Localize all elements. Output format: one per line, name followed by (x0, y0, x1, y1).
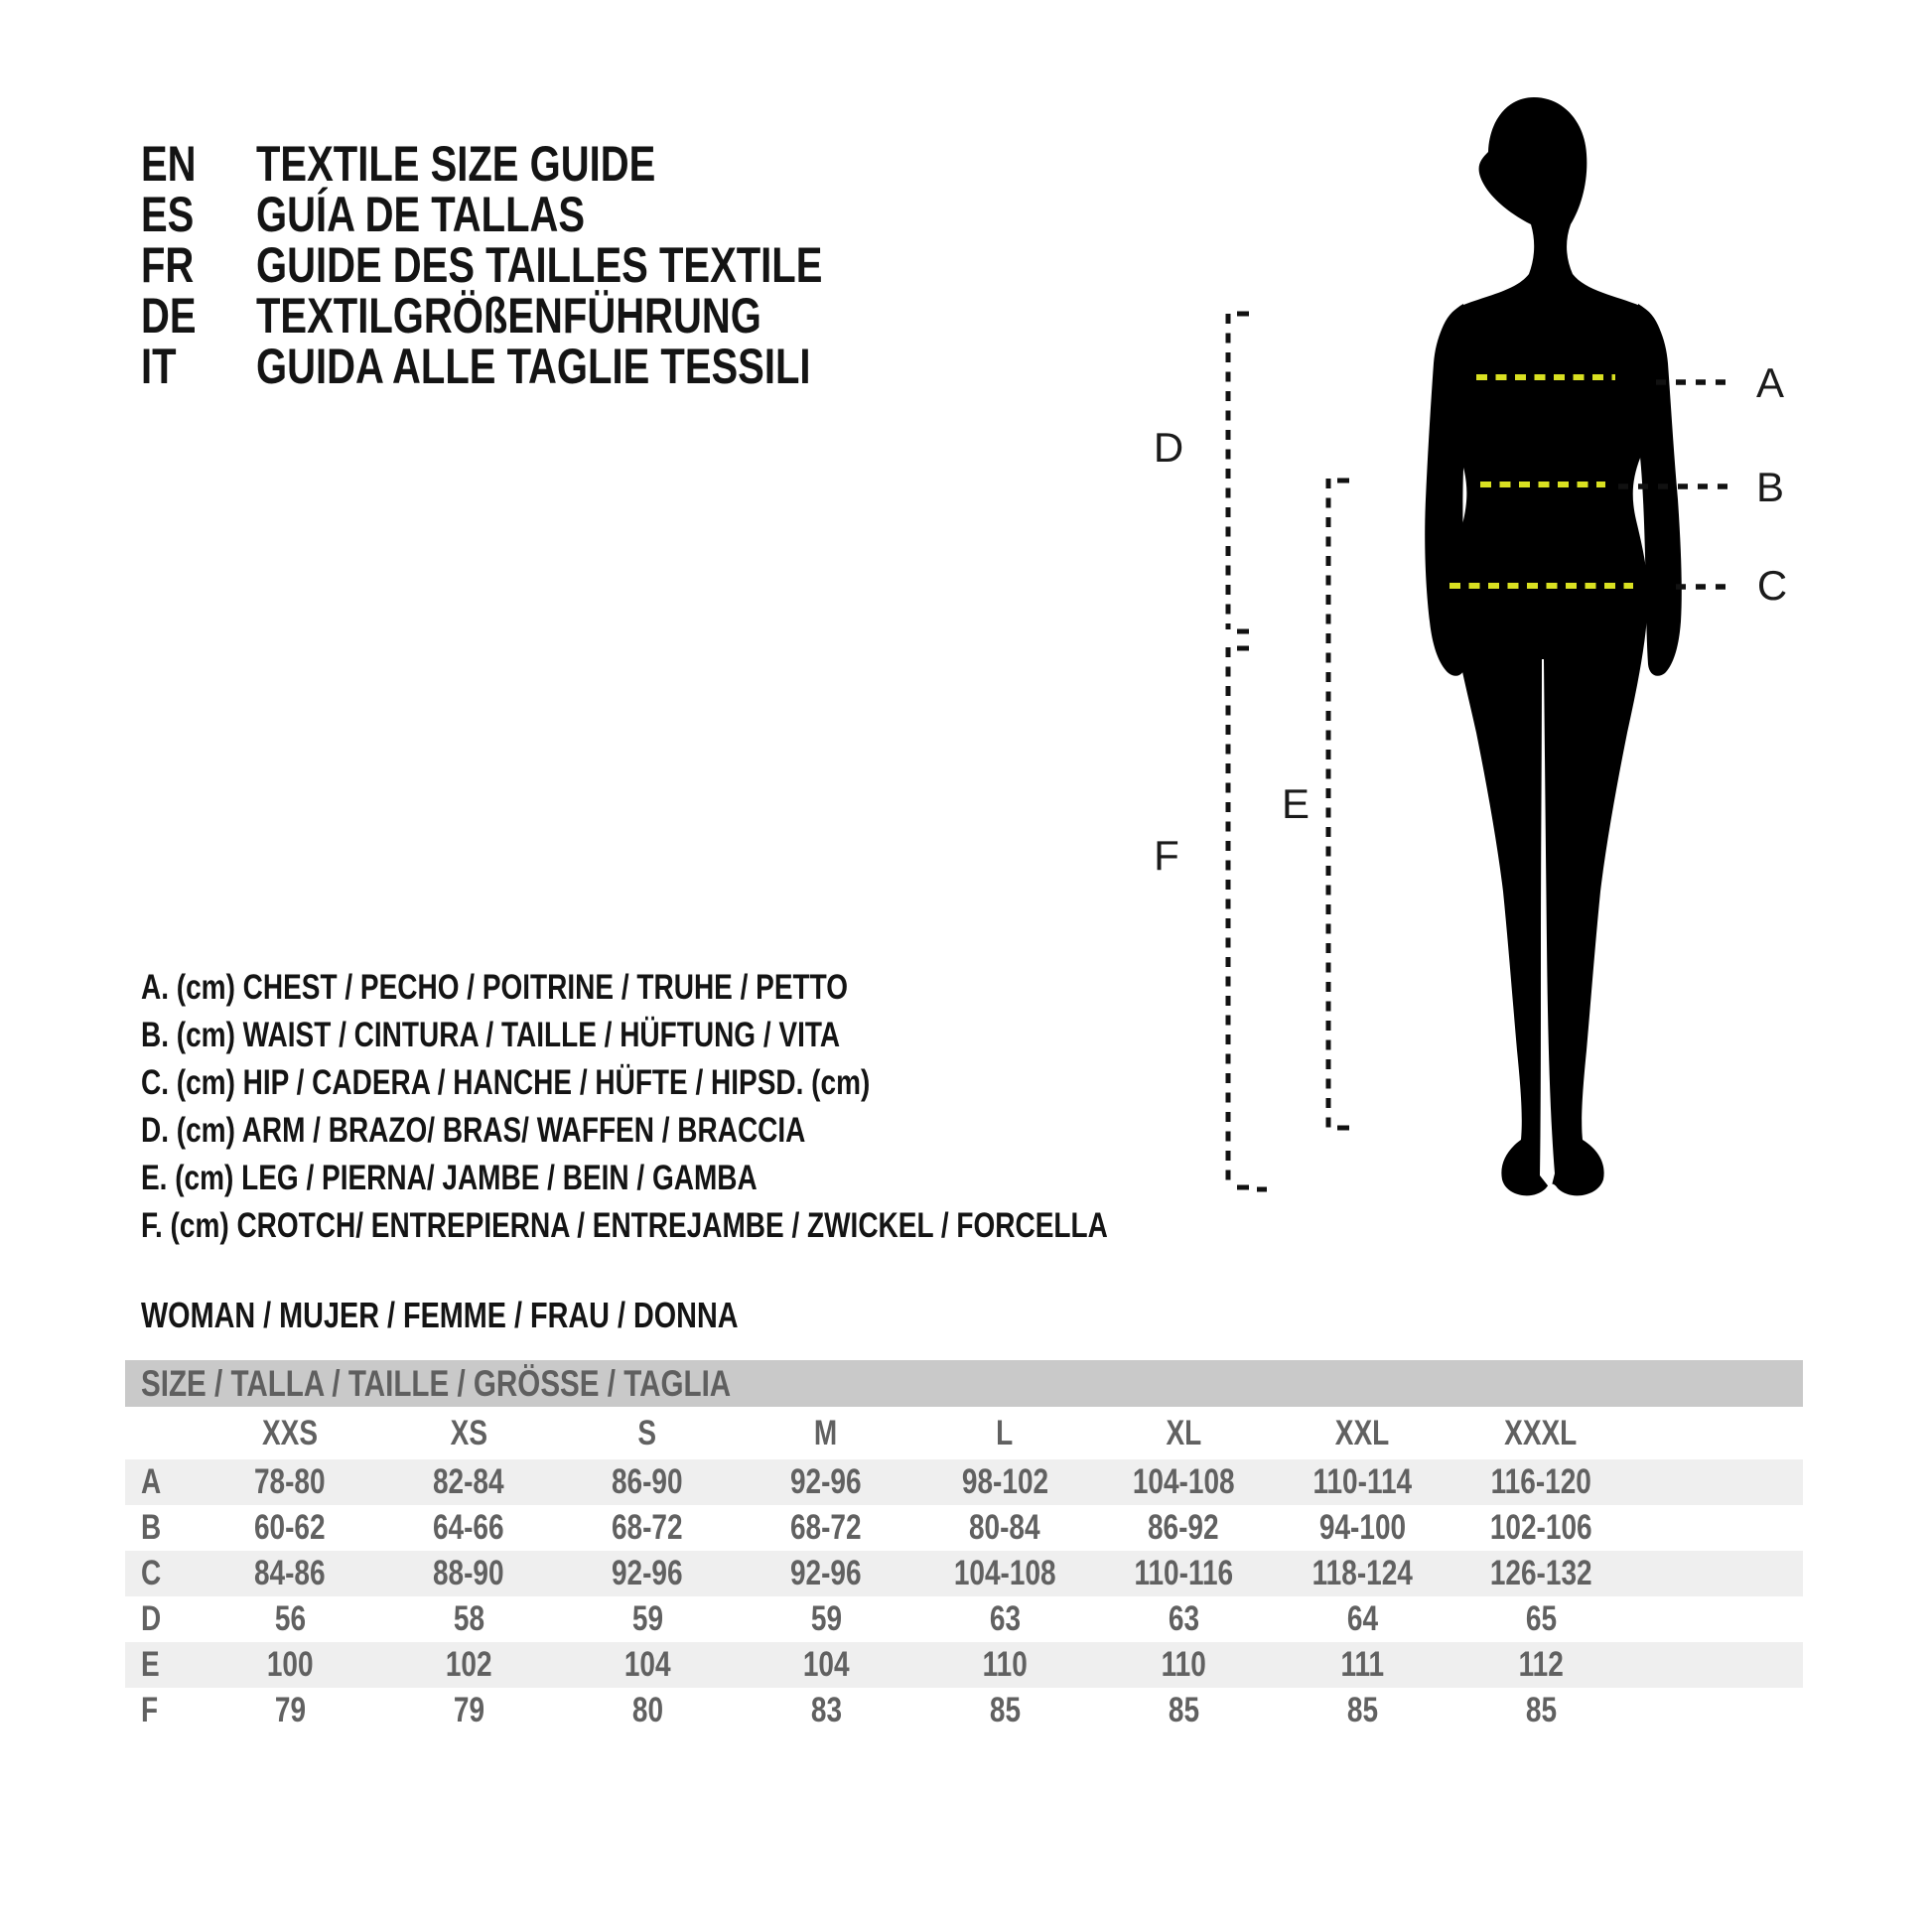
category-line (141, 1292, 888, 1339)
row-label (125, 1599, 201, 1639)
table-cell-text: 83 (810, 1691, 842, 1729)
size-header-s-text: S (637, 1413, 657, 1452)
legend-item (141, 1155, 1349, 1202)
language-code: FR (141, 236, 195, 293)
table-cell (737, 1645, 915, 1685)
table-cell (1273, 1599, 1451, 1639)
table-cell (1094, 1462, 1273, 1502)
table-cell (737, 1691, 915, 1730)
table-cell (558, 1554, 737, 1593)
table-cell-text: 85 (1525, 1691, 1557, 1729)
row-label (125, 1462, 201, 1502)
table-row-b (125, 1505, 1803, 1551)
size-header-xxl-text: XXL (1334, 1413, 1390, 1452)
size-header-xxxl-text: XXXL (1504, 1413, 1578, 1452)
language-code: DE (141, 287, 197, 344)
language-title: TEXTILE SIZE GUIDE (256, 135, 656, 192)
size-header-xxxl (1451, 1414, 1630, 1453)
size-header-m-text: M (814, 1413, 838, 1452)
table-cell-text: 80-84 (969, 1508, 1040, 1547)
table-cell-text: 92-96 (790, 1462, 862, 1501)
table-cell (201, 1645, 379, 1685)
table-cell (201, 1554, 379, 1593)
table-cell (379, 1508, 558, 1548)
table-cell (737, 1508, 915, 1548)
table-cell (915, 1508, 1094, 1548)
table-cell (558, 1508, 737, 1548)
table-cell (558, 1462, 737, 1502)
table-cell (1094, 1554, 1273, 1593)
table-cell (1273, 1462, 1451, 1502)
table-cell (1451, 1691, 1630, 1730)
size-header-s (558, 1414, 737, 1453)
arm-line-d-caps (1237, 314, 1249, 631)
size-header-row (125, 1407, 1803, 1459)
table-cell-text: 116-120 (1490, 1462, 1591, 1501)
language-title: GUIDE DES TAILLES TEXTILE (256, 236, 823, 293)
table-cell-text: 110-114 (1312, 1462, 1412, 1501)
table-cell-text: 104 (802, 1645, 850, 1684)
table-cell (1273, 1645, 1451, 1685)
size-header-m (737, 1414, 915, 1453)
row-label-text: E (141, 1645, 160, 1684)
legend-item (141, 964, 1349, 1012)
size-header-l-text: L (996, 1413, 1014, 1452)
row-label-text: D (141, 1599, 162, 1638)
table-cell-text: 110 (982, 1645, 1028, 1684)
table-cell-text: 82-84 (433, 1462, 504, 1501)
table-cell-text: 64 (1346, 1599, 1378, 1638)
language-code: ES (141, 186, 195, 242)
woman-silhouette (1436, 97, 1666, 1195)
size-header-xxl (1273, 1414, 1451, 1453)
table-cell-text: 56 (274, 1599, 306, 1638)
size-header-xxs-text: XXS (261, 1413, 319, 1452)
measure-label-d: D (1153, 424, 1184, 471)
table-cell (379, 1599, 558, 1639)
table-cell (379, 1462, 558, 1502)
table-cell-text: 79 (274, 1691, 306, 1729)
table-cell-text: 110-116 (1134, 1554, 1233, 1592)
table-cell (379, 1554, 558, 1593)
legend-item-text: A. (cm) CHEST / PECHO / POITRINE / TRUHE / PETTO (141, 968, 849, 1007)
row-label (125, 1691, 201, 1730)
legend-item (141, 1107, 1349, 1155)
table-cell-text: 58 (453, 1599, 484, 1638)
table-cell-text: 63 (1168, 1599, 1199, 1638)
row-label-text: B (141, 1508, 162, 1547)
row-label (125, 1645, 201, 1685)
legend-item-text: D. (cm) ARM / BRAZO/ BRAS/ WAFFEN / BRACCIA (141, 1111, 806, 1150)
table-cell (1451, 1508, 1630, 1548)
row-label-text: C (141, 1554, 162, 1592)
table-row-d (125, 1596, 1803, 1642)
table-row-c (125, 1551, 1803, 1596)
table-cell-text: 85 (1346, 1691, 1378, 1729)
table-cell (1273, 1508, 1451, 1548)
language-row (141, 236, 964, 293)
language-title: TEXTILGRÖßENFÜHRUNG (256, 287, 761, 344)
language-code: EN (141, 135, 197, 192)
table-cell (737, 1554, 915, 1593)
table-cell-text: 86-90 (612, 1462, 683, 1501)
table-cell (379, 1691, 558, 1730)
table-cell-text: 102 (445, 1645, 492, 1684)
table-cell-text: 94-100 (1318, 1508, 1406, 1547)
legend-item-text: F. (cm) CROTCH/ ENTREPIERNA / ENTREJAMBE / ZWICKEL / FORCELLA (141, 1206, 1108, 1245)
table-cell-text: 118-124 (1311, 1554, 1413, 1592)
legend-item (141, 1012, 1349, 1059)
table-cell (1094, 1508, 1273, 1548)
table-cell-text: 104 (623, 1645, 671, 1684)
table-cell (915, 1554, 1094, 1593)
table-cell-text: 59 (631, 1599, 663, 1638)
table-cell (558, 1645, 737, 1685)
measure-label-c: C (1756, 562, 1788, 609)
table-cell (201, 1462, 379, 1502)
table-cell-text: 68-72 (790, 1508, 862, 1547)
language-row (141, 186, 964, 242)
row-label (125, 1508, 201, 1548)
table-cell-text: 102-106 (1489, 1508, 1592, 1547)
size-header-xxs (201, 1414, 379, 1453)
table-cell (737, 1462, 915, 1502)
measure-label-a: A (1755, 359, 1785, 406)
table-cell-text: 85 (989, 1691, 1021, 1729)
legend-item (141, 1202, 1349, 1250)
table-cell (737, 1599, 915, 1639)
legend-item (141, 1059, 1349, 1107)
table-cell (201, 1508, 379, 1548)
table-cell-text: 92-96 (612, 1554, 683, 1592)
table-cell-text: 79 (453, 1691, 484, 1729)
table-cell (915, 1691, 1094, 1730)
table-cell-text: 111 (1340, 1645, 1384, 1684)
language-title: GUIDA ALLE TAGLIE TESSILI (256, 338, 811, 394)
table-cell-text: 63 (989, 1599, 1021, 1638)
category-line-text: WOMAN / MUJER / FEMME / FRAU / DONNA (141, 1295, 739, 1335)
language-row (141, 287, 964, 344)
measurement-legend (141, 964, 1349, 1250)
legend-item-text: E. (cm) LEG / PIERNA/ JAMBE / BEIN / GAMBA (141, 1159, 758, 1197)
measure-label-b: B (1755, 464, 1785, 510)
row-label-text: A (141, 1462, 162, 1501)
size-header-xl (1094, 1414, 1273, 1453)
table-cell (1273, 1691, 1451, 1730)
table-cell (201, 1691, 379, 1730)
table-cell-text: 65 (1525, 1599, 1557, 1638)
table-cell-text: 85 (1168, 1691, 1199, 1729)
table-cell-text: 112 (1518, 1645, 1564, 1684)
table-cell (379, 1645, 558, 1685)
legend-item-text: B. (cm) WAIST / CINTURA / TAILLE / HÜFTUNG / VITA (141, 1016, 841, 1054)
size-table-grid (125, 1407, 1803, 1733)
table-cell (1094, 1599, 1273, 1639)
size-table (125, 1360, 1803, 1733)
size-header-l (915, 1414, 1094, 1453)
table-row-e (125, 1642, 1803, 1688)
size-header-xl-text: XL (1166, 1413, 1201, 1452)
table-cell-text: 104-108 (1132, 1462, 1235, 1501)
row-label (125, 1554, 201, 1593)
table-header-bar (125, 1360, 1803, 1407)
table-cell (915, 1599, 1094, 1639)
table-cell (1451, 1645, 1630, 1685)
language-row (141, 135, 964, 192)
table-cell-text: 98-102 (961, 1462, 1048, 1501)
language-row (141, 338, 964, 394)
row-label-text: F (141, 1691, 159, 1729)
table-cell-text: 88-90 (433, 1554, 504, 1592)
table-row-f (125, 1688, 1803, 1733)
table-cell (915, 1645, 1094, 1685)
table-cell (558, 1599, 737, 1639)
size-header-xs-text: XS (450, 1413, 487, 1452)
table-cell (1451, 1462, 1630, 1502)
table-cell-text: 126-132 (1489, 1554, 1592, 1592)
table-cell-text: 110 (1161, 1645, 1206, 1684)
size-header-xs (379, 1414, 558, 1453)
table-cell-text: 59 (810, 1599, 842, 1638)
table-cell (1094, 1645, 1273, 1685)
left-arm (1425, 304, 1466, 676)
table-cell-text: 64-66 (433, 1508, 504, 1547)
table-cell-text: 92-96 (790, 1554, 862, 1592)
table-cell (1273, 1554, 1451, 1593)
language-title-list (141, 135, 964, 394)
measure-label-e: E (1281, 780, 1311, 827)
language-code: IT (141, 338, 177, 394)
table-row-a (125, 1459, 1803, 1505)
table-cell (558, 1691, 737, 1730)
table-cell-text: 86-92 (1148, 1508, 1219, 1547)
table-cell-text: 100 (266, 1645, 314, 1684)
language-title: GUÍA DE TALLAS (256, 186, 586, 242)
table-cell (1094, 1691, 1273, 1730)
table-cell-text: 68-72 (612, 1508, 683, 1547)
table-cell-text: 104-108 (953, 1554, 1056, 1592)
table-header-bar-text: SIZE / TALLA / TAILLE / GRÖSSE / TAGLIA (141, 1362, 732, 1404)
table-cell-text: 60-62 (254, 1508, 326, 1547)
legend-item-text: C. (cm) HIP / CADERA / HANCHE / HÜFTE / HIPSD. (cm) (141, 1063, 871, 1102)
table-cell-text: 84-86 (254, 1554, 326, 1592)
table-cell (1451, 1599, 1630, 1639)
measure-label-f: F (1154, 832, 1179, 879)
table-cell (1451, 1554, 1630, 1593)
table-cell (201, 1599, 379, 1639)
table-cell (915, 1462, 1094, 1502)
table-cell-text: 78-80 (254, 1462, 326, 1501)
table-cell-text: 80 (631, 1691, 663, 1729)
